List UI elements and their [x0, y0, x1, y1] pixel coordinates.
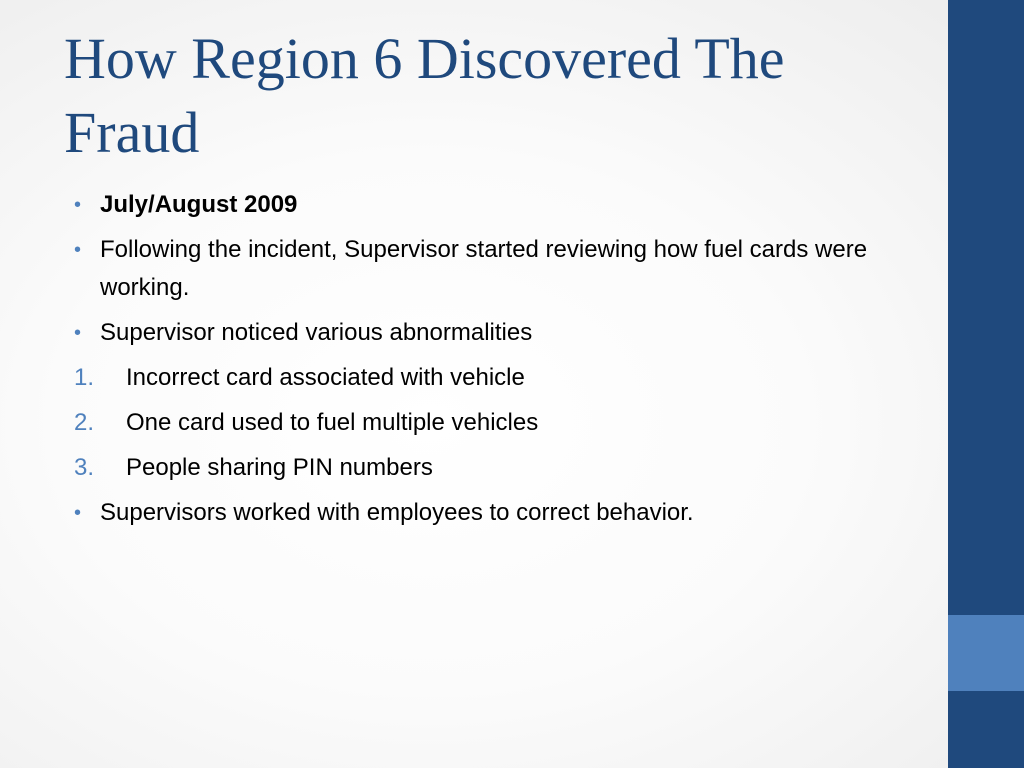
numbered-text: Incorrect card associated with vehicle: [126, 364, 525, 391]
slide-content: [74, 186, 904, 539]
bullet-marker: •: [74, 194, 82, 216]
number-marker: 2.: [74, 409, 95, 436]
bullet-text: Supervisors worked with employees to correct behavior.: [100, 499, 694, 526]
numbered-text: People sharing PIN numbers: [126, 454, 433, 481]
bullet-item: [74, 494, 904, 532]
side-decor-accent: [948, 615, 1024, 691]
numbered-item: [74, 359, 904, 397]
bullet-marker: •: [74, 322, 82, 344]
bullet-item: [74, 314, 904, 352]
bullet-text: Following the incident, Supervisor started reviewing how fuel cards were working.: [100, 236, 868, 301]
number-marker: 1.: [74, 364, 95, 391]
numbered-item: [74, 449, 904, 487]
bullet-item: [74, 231, 904, 307]
bullet-text: Supervisor noticed various abnormalities: [100, 319, 533, 346]
numbered-text: One card used to fuel multiple vehicles: [126, 409, 539, 436]
bullet-marker: •: [74, 502, 82, 524]
bullet-text: July/August 2009: [100, 191, 298, 218]
slide-title: How Region 6 Discovered The Fraud: [64, 26, 785, 165]
numbered-item: [74, 404, 904, 442]
number-marker: 3.: [74, 454, 95, 481]
bullet-marker: •: [74, 239, 82, 261]
bullet-item: [74, 186, 904, 224]
